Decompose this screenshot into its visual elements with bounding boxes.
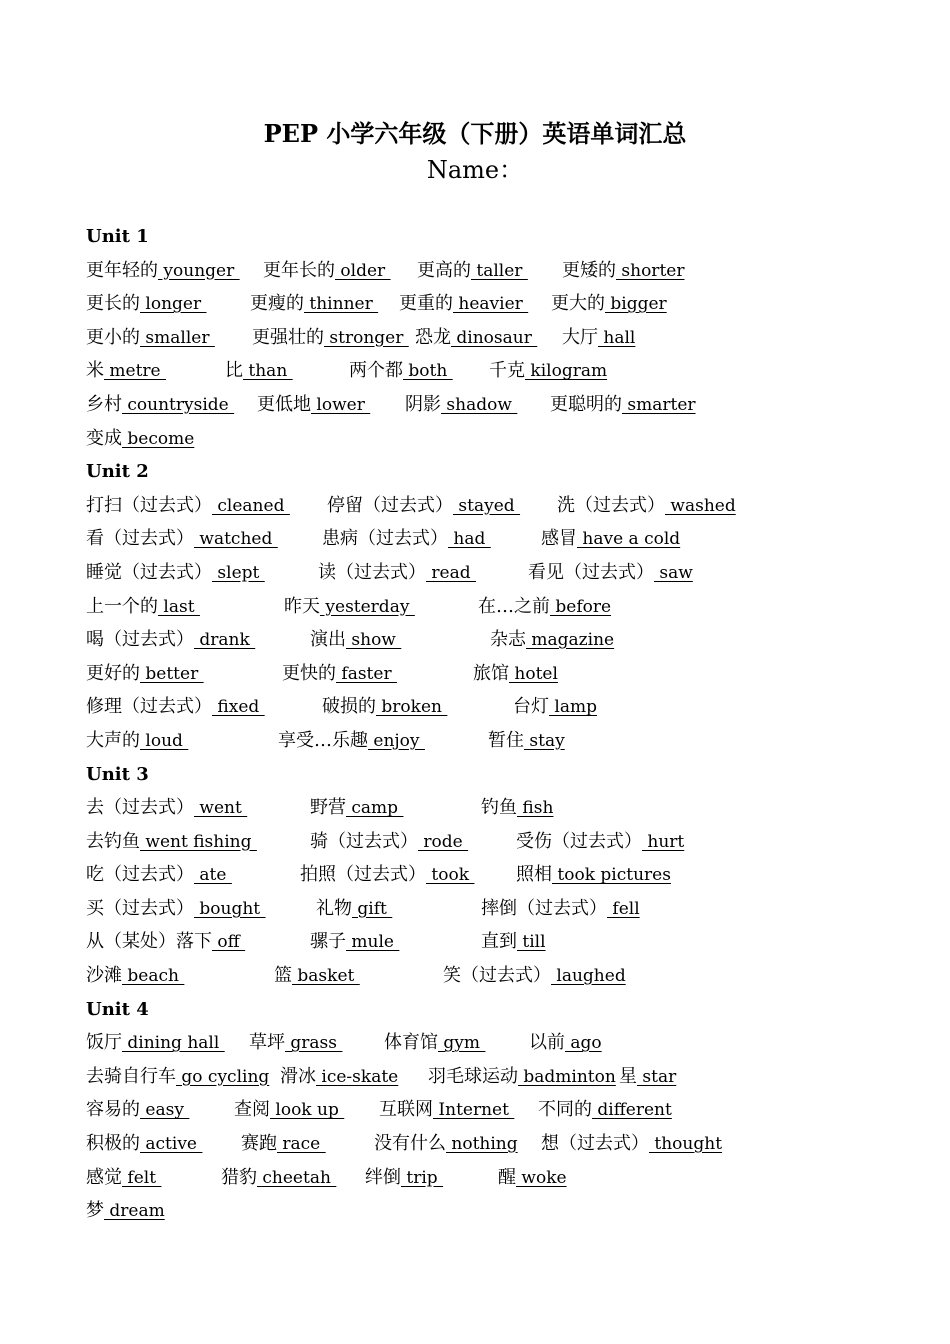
english-answer: bigger (605, 294, 667, 315)
vocab-entry (225, 354, 293, 389)
vocab-entry (86, 1026, 225, 1061)
chinese-term: 感觉 (86, 1166, 122, 1188)
chinese-term: 绊倒 (365, 1166, 401, 1188)
chinese-term: 篮 (274, 965, 292, 987)
vocab-entry (86, 825, 257, 860)
vocab-entry (327, 489, 520, 524)
vocab-entry (498, 1161, 567, 1196)
chinese-term: 更好的 (86, 662, 140, 684)
vocab-entry (282, 657, 397, 692)
vocab-entry (550, 388, 696, 423)
vocab-entry (374, 1127, 518, 1162)
vocab-entry (86, 791, 247, 826)
vocab-entry (86, 590, 200, 625)
chinese-term: 吃（过去式） (86, 864, 194, 886)
english-answer: lamp (549, 697, 597, 718)
chinese-term: 体育馆 (384, 1032, 438, 1054)
vocab-entry (274, 959, 360, 994)
chinese-term: 更低地 (257, 393, 311, 415)
chinese-term: 打扫（过去式） (86, 494, 212, 516)
vocab-entry (249, 1026, 342, 1061)
vocab-row (86, 657, 906, 691)
vocab-entry (379, 1093, 514, 1128)
chinese-term: 想（过去式） (541, 1133, 649, 1155)
vocab-entry (86, 1127, 202, 1162)
chinese-term: 礼物 (316, 897, 352, 919)
vocab-entry (417, 254, 528, 289)
chinese-term: 更年长的 (263, 259, 335, 281)
english-answer: better (140, 663, 204, 684)
vocab-entry (86, 623, 255, 658)
vocab-entry (86, 892, 266, 927)
vocab-row (86, 254, 906, 288)
english-answer: stronger (324, 327, 409, 348)
vocab-row (86, 321, 906, 355)
english-answer: woke (516, 1167, 567, 1188)
vocab-entry (86, 556, 265, 591)
vocab-entry (541, 1127, 722, 1162)
vocab-entry (415, 321, 537, 356)
vocab-row (86, 690, 906, 724)
chinese-term: 查阅 (234, 1099, 270, 1121)
vocab-entry (322, 690, 447, 725)
vocab-entry (86, 724, 188, 759)
english-answer: hotel (509, 663, 558, 684)
chinese-term: 不同的 (538, 1099, 592, 1121)
english-answer: become (122, 428, 195, 449)
chinese-term: 受伤（过去式） (516, 830, 642, 852)
vocab-entry (443, 959, 626, 994)
unit-heading: Unit 2 (86, 461, 149, 483)
vocab-entry (241, 1127, 326, 1162)
chinese-term: 羽毛球运动 (428, 1065, 518, 1087)
chinese-term: 看见（过去式） (528, 561, 654, 583)
english-answer: fell (607, 898, 640, 919)
vocab-entry (250, 287, 378, 322)
chinese-term: 直到 (481, 931, 517, 953)
vocab-entry (516, 825, 684, 860)
vocab-entry (86, 1161, 161, 1196)
chinese-term: 更大的 (551, 293, 605, 315)
vocab-row (86, 590, 906, 624)
vocab-row (86, 959, 906, 993)
english-answer: broken (376, 697, 448, 718)
vocab-entry (86, 522, 278, 557)
vocab-row (86, 287, 906, 321)
chinese-term: 看（过去式） (86, 528, 194, 550)
vocab-row (86, 1161, 906, 1195)
vocab-entry (473, 657, 558, 692)
vocab-entry (86, 1060, 269, 1095)
english-answer: hall (598, 327, 636, 348)
chinese-term: 台灯 (513, 696, 549, 718)
chinese-term: 去骑自行车 (86, 1065, 176, 1087)
chinese-term: 没有什么 (374, 1133, 446, 1155)
page-title: PEP 小学六年级（下册）英语单词汇总 (263, 119, 687, 148)
chinese-term: 草坪 (249, 1032, 285, 1054)
english-answer: longer (140, 294, 207, 315)
english-answer: ice-skate (316, 1066, 399, 1087)
vocab-entry (541, 522, 680, 557)
unit-heading: Unit 1 (86, 226, 149, 247)
english-answer: show (346, 630, 402, 651)
english-answer: had (448, 529, 491, 550)
english-answer: than (243, 361, 293, 382)
english-answer: hurt (642, 831, 685, 852)
vocab-entry (86, 1194, 165, 1229)
english-answer: last (158, 596, 200, 617)
english-answer: read (426, 562, 477, 583)
vocab-row (86, 422, 906, 456)
chinese-term: 沙滩 (86, 965, 122, 987)
english-answer: loud (140, 730, 189, 751)
chinese-term: 更重的 (399, 293, 453, 315)
vocab-entry (86, 422, 194, 457)
chinese-term: 杂志 (490, 629, 526, 651)
chinese-term: 买（过去式） (86, 897, 194, 919)
english-answer: badminton (518, 1066, 616, 1087)
chinese-term: 乡村 (86, 393, 122, 415)
english-answer: star (637, 1066, 677, 1087)
vocab-entry (310, 825, 468, 860)
chinese-term: 容易的 (86, 1099, 140, 1121)
english-answer: took (426, 865, 475, 886)
english-answer: ago (565, 1033, 602, 1054)
vocab-entry (86, 287, 207, 322)
vocab-entry (86, 858, 232, 893)
vocab-entry (284, 590, 415, 625)
vocab-entry (562, 254, 684, 289)
english-answer: beach (122, 966, 185, 987)
vocab-entry (349, 354, 453, 389)
english-answer: race (277, 1134, 326, 1155)
vocab-entry (481, 925, 546, 960)
vocab-entry (481, 791, 553, 826)
chinese-term: 更聪明的 (550, 393, 622, 415)
english-answer: thinner (304, 294, 379, 315)
vocab-entry (428, 1060, 616, 1095)
chinese-term: 更高的 (417, 259, 471, 281)
chinese-term: 演出 (310, 629, 346, 651)
chinese-term: 上一个的 (86, 595, 158, 617)
english-answer: stayed (453, 495, 521, 516)
chinese-term: 千克 (489, 360, 525, 382)
vocab-entry (86, 354, 166, 389)
chinese-term: 以前 (529, 1032, 565, 1054)
vocab-entry (280, 1060, 398, 1095)
chinese-term: 大声的 (86, 729, 140, 751)
english-answer: Internet (433, 1100, 515, 1121)
chinese-term: 暂住 (488, 729, 524, 751)
english-answer: laughed (551, 966, 626, 987)
vocab-entry (529, 1026, 602, 1061)
chinese-term: 阴影 (405, 393, 441, 415)
english-answer: different (592, 1100, 672, 1121)
chinese-term: 拍照（过去式） (300, 864, 426, 886)
chinese-term: 滑冰 (280, 1065, 316, 1087)
vocab-entry (86, 489, 290, 524)
vocab-entry (316, 892, 392, 927)
english-answer: have a cold (577, 529, 681, 550)
chinese-term: 享受…乐趣 (278, 729, 368, 751)
english-answer: shadow (441, 394, 518, 415)
chinese-term: 更强壮的 (252, 326, 324, 348)
english-answer: lower (311, 394, 371, 415)
vocab-row (86, 489, 906, 523)
chinese-term: 笑（过去式） (443, 965, 551, 987)
chinese-term: 赛跑 (241, 1133, 277, 1155)
english-answer: ate (194, 865, 232, 886)
english-answer: took pictures (552, 865, 671, 886)
chinese-term: 饭厅 (86, 1032, 122, 1054)
vocab-row (86, 892, 906, 926)
english-answer: enjoy (368, 730, 425, 751)
english-answer: fixed (212, 697, 265, 718)
chinese-term: 骑（过去式） (310, 830, 418, 852)
english-answer: heavier (453, 294, 529, 315)
chinese-term: 醒 (498, 1166, 516, 1188)
vocab-entry (557, 489, 736, 524)
name-label: Name： (426, 156, 524, 184)
english-answer: shorter (616, 260, 685, 281)
vocab-row (86, 522, 906, 556)
chinese-term: 照相 (516, 864, 552, 886)
english-answer: washed (665, 495, 736, 516)
chinese-term: 互联网 (379, 1099, 433, 1121)
vocab-entry (322, 522, 491, 557)
english-answer: cheetah (257, 1167, 337, 1188)
chinese-term: 星 (619, 1065, 637, 1087)
vocab-entry (310, 925, 399, 960)
english-answer: drank (194, 630, 256, 651)
vocab-row (86, 791, 906, 825)
vocab-entry (263, 254, 391, 289)
vocab-entry (86, 925, 245, 960)
english-answer: nothing (446, 1134, 518, 1155)
chinese-term: 洗（过去式） (557, 494, 665, 516)
chinese-term: 读（过去式） (318, 561, 426, 583)
english-answer: dream (104, 1201, 165, 1222)
chinese-term: 去钓鱼 (86, 830, 140, 852)
unit-heading: Unit 3 (86, 763, 149, 785)
english-answer: saw (654, 562, 693, 583)
vocab-entry (478, 590, 611, 625)
chinese-term: 钓鱼 (481, 797, 517, 819)
vocab-row (86, 623, 906, 657)
english-answer: rode (418, 831, 469, 852)
chinese-term: 喝（过去式） (86, 629, 194, 651)
vocab-row (86, 1194, 906, 1228)
chinese-term: 比 (225, 360, 243, 382)
chinese-term: 摔倒（过去式） (481, 897, 607, 919)
vocab-entry (252, 321, 409, 356)
vocab-entry (310, 623, 401, 658)
english-answer: dining hall (122, 1033, 225, 1054)
chinese-term: 梦 (86, 1200, 104, 1222)
chinese-term: 去（过去式） (86, 797, 194, 819)
vocab-entry (86, 959, 184, 994)
vocab-row (86, 556, 906, 590)
vocab-row (86, 388, 906, 422)
english-answer: smaller (140, 327, 215, 348)
chinese-term: 睡觉（过去式） (86, 561, 212, 583)
english-answer: thought (649, 1134, 723, 1155)
english-answer: faster (336, 663, 397, 684)
chinese-term: 变成 (86, 427, 122, 449)
chinese-term: 野营 (310, 797, 346, 819)
english-answer: yesterday (320, 596, 415, 617)
vocab-entry (562, 321, 635, 356)
english-answer: bought (194, 898, 266, 919)
vocab-entry (488, 724, 565, 759)
chinese-term: 停留（过去式） (327, 494, 453, 516)
vocab-row (86, 1026, 906, 1060)
vocab-entry (528, 556, 693, 591)
chinese-term: 感冒 (541, 528, 577, 550)
vocabulary-list (86, 220, 906, 1228)
vocab-row (86, 1060, 906, 1094)
english-answer: kilogram (525, 361, 608, 382)
vocab-entry (405, 388, 517, 423)
vocab-entry (516, 858, 671, 893)
vocab-entry (490, 623, 614, 658)
chinese-term: 积极的 (86, 1133, 140, 1155)
english-answer: till (517, 932, 546, 953)
chinese-term: 米 (86, 360, 104, 382)
vocab-entry (86, 254, 240, 289)
chinese-term: 破损的 (322, 696, 376, 718)
vocab-entry (300, 858, 474, 893)
chinese-term: 患病（过去式） (322, 528, 448, 550)
english-answer: stay (524, 730, 565, 751)
vocab-row (86, 1093, 906, 1127)
english-answer: smarter (622, 394, 696, 415)
vocab-entry (551, 287, 667, 322)
english-answer: grass (285, 1033, 343, 1054)
english-answer: before (550, 596, 612, 617)
english-answer: mule (346, 932, 400, 953)
chinese-term: 更长的 (86, 293, 140, 315)
chinese-term: 更年轻的 (86, 259, 158, 281)
vocab-row (86, 354, 906, 388)
vocab-entry (278, 724, 425, 759)
vocab-entry (318, 556, 476, 591)
chinese-term: 更小的 (86, 326, 140, 348)
chinese-term: 更矮的 (562, 259, 616, 281)
english-answer: went fishing (140, 831, 257, 852)
vocab-entry (384, 1026, 485, 1061)
unit-heading: Unit 4 (86, 998, 149, 1020)
english-answer: metre (104, 361, 167, 382)
english-answer: off (212, 932, 246, 953)
english-answer: younger (158, 260, 240, 281)
vocab-entry (310, 791, 403, 826)
vocab-entry (86, 321, 215, 356)
vocab-row (86, 1127, 906, 1161)
english-answer: trip (401, 1167, 444, 1188)
vocab-entry (365, 1161, 443, 1196)
vocab-entry (619, 1060, 676, 1095)
vocab-entry (221, 1161, 336, 1196)
chinese-term: 更快的 (282, 662, 336, 684)
chinese-term: 在…之前 (478, 595, 550, 617)
english-answer: both (403, 361, 453, 382)
english-answer: older (335, 260, 391, 281)
vocab-entry (481, 892, 640, 927)
vocab-row (86, 724, 906, 758)
english-answer: felt (122, 1167, 162, 1188)
english-answer: taller (471, 260, 528, 281)
vocab-row (86, 925, 906, 959)
chinese-term: 从（某处）落下 (86, 931, 212, 953)
vocab-row (86, 858, 906, 892)
chinese-term: 恐龙 (415, 326, 451, 348)
vocab-entry (86, 690, 265, 725)
english-answer: look up (270, 1100, 345, 1121)
vocab-entry (86, 388, 234, 423)
english-answer: gift (352, 898, 393, 919)
chinese-term: 大厅 (562, 326, 598, 348)
vocab-entry (257, 388, 370, 423)
english-answer: went (194, 798, 248, 819)
vocab-row (86, 825, 906, 859)
chinese-term: 更瘦的 (250, 293, 304, 315)
english-answer: magazine (526, 630, 615, 651)
chinese-term: 旅馆 (473, 662, 509, 684)
english-answer: fish (517, 798, 554, 819)
vocab-entry (234, 1093, 344, 1128)
english-answer: easy (140, 1100, 190, 1121)
chinese-term: 两个都 (349, 360, 403, 382)
vocab-entry (399, 287, 528, 322)
chinese-term: 昨天 (284, 595, 320, 617)
vocab-entry (489, 354, 607, 389)
english-answer: gym (438, 1033, 486, 1054)
english-answer: basket (292, 966, 360, 987)
chinese-term: 骡子 (310, 931, 346, 953)
english-answer: go cycling (176, 1066, 270, 1087)
chinese-term: 猎豹 (221, 1166, 257, 1188)
vocab-entry (86, 1093, 189, 1128)
english-answer: countryside (122, 394, 235, 415)
vocab-entry (538, 1093, 672, 1128)
chinese-term: 修理（过去式） (86, 696, 212, 718)
english-answer: camp (346, 798, 404, 819)
english-answer: active (140, 1134, 203, 1155)
english-answer: cleaned (212, 495, 290, 516)
vocab-entry (513, 690, 597, 725)
english-answer: watched (194, 529, 278, 550)
english-answer: dinosaur (451, 327, 538, 348)
vocab-entry (86, 657, 204, 692)
english-answer: slept (212, 562, 265, 583)
